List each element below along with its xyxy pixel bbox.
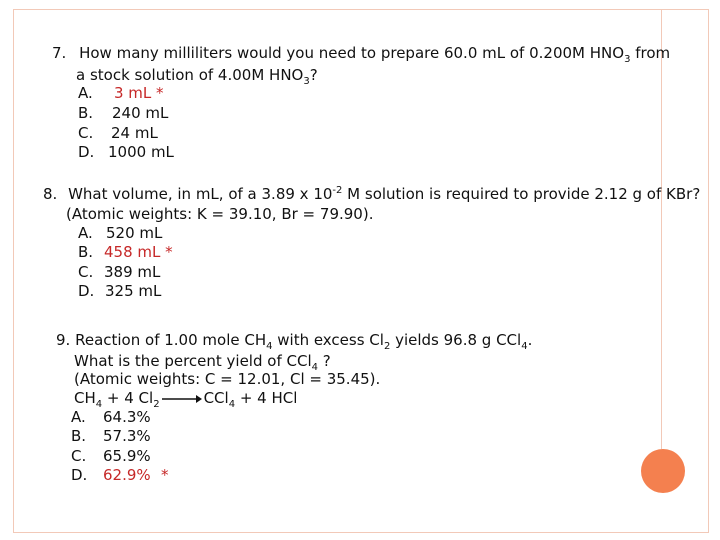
option-text: 57.3% — [103, 427, 151, 445]
question-number: 7. — [52, 44, 67, 62]
subscript: 4 — [228, 399, 236, 410]
question-text: M solution is required to provide 2.12 g of KBr? — [342, 185, 701, 203]
subscript: 3 — [624, 54, 631, 65]
option-8a — [78, 223, 163, 243]
option-8c — [78, 262, 161, 282]
answer-marker: * — [161, 466, 169, 484]
superscript: -2 — [332, 185, 343, 196]
option-text: 520 mL — [106, 224, 163, 242]
question-text: ? — [317, 352, 331, 370]
question-text: Reaction of 1.00 mole CH — [75, 331, 267, 349]
option-text: 389 mL — [104, 263, 161, 281]
option-letter: A. — [78, 84, 93, 102]
option-text: 65.9% — [103, 447, 151, 465]
question-9-line1 — [56, 330, 532, 350]
option-letter: B. — [71, 427, 87, 445]
question-text: . — [527, 331, 533, 349]
question-number: 8. — [43, 185, 58, 203]
subscript: 4 — [311, 362, 318, 373]
option-text: 24 mL — [111, 124, 158, 142]
option-7b — [78, 103, 169, 123]
subscript: 4 — [266, 341, 273, 352]
question-text: ? — [309, 66, 318, 84]
question-8-line1 — [43, 184, 700, 204]
question-text: with excess Cl — [272, 331, 384, 349]
question-text: yields 96.8 g CCl — [390, 331, 522, 349]
option-letter: C. — [78, 124, 94, 142]
option-text: 325 mL — [105, 282, 162, 300]
subscript: 4 — [95, 399, 103, 410]
option-8b — [78, 242, 173, 262]
option-letter: B. — [78, 104, 94, 122]
question-9-line2 — [74, 351, 331, 371]
subscript: 2 — [383, 341, 391, 352]
decorative-circle — [641, 449, 685, 493]
option-letter: B. — [78, 243, 94, 261]
option-9d — [71, 465, 169, 485]
question-9-line3 — [74, 369, 380, 389]
option-letter: A. — [78, 224, 93, 242]
equation-text: + 4 HCl — [235, 389, 298, 407]
question-7-line1 — [52, 43, 670, 63]
question-9-equation — [74, 388, 297, 408]
option-7d — [78, 142, 174, 162]
option-letter: C. — [71, 447, 87, 465]
subscript: 2 — [153, 399, 160, 410]
decorative-vertical-line — [661, 9, 662, 449]
question-text: (Atomic weights: K = 39.10, Br = 79.90). — [66, 205, 374, 223]
option-9a — [71, 407, 151, 427]
option-text: 62.9% — [103, 466, 151, 484]
question-text: (Atomic weights: C = 12.01, Cl = 35.45). — [74, 370, 381, 388]
option-letter: C. — [78, 263, 94, 281]
subscript: 3 — [303, 76, 310, 87]
option-text: 3 mL * — [114, 84, 164, 102]
option-text: 240 mL — [112, 104, 169, 122]
option-9c — [71, 446, 151, 466]
option-letter: D. — [78, 143, 95, 161]
question-8-line2 — [66, 204, 373, 224]
option-letter: D. — [71, 466, 88, 484]
option-9b — [71, 426, 151, 446]
question-text: How many milliliters would you need to prepare 60.0 mL of 0.200M HNO — [79, 44, 625, 62]
question-text: a stock solution of 4.00M HNO — [76, 66, 304, 84]
option-text: 1000 mL — [108, 143, 174, 161]
option-8d — [78, 281, 162, 301]
reaction-arrow-icon — [162, 394, 202, 404]
question-text: What is the percent yield of CCl — [74, 352, 312, 370]
question-text: from — [630, 44, 671, 62]
option-text: 458 mL * — [104, 243, 173, 261]
subscript: 4 — [521, 341, 528, 352]
question-text: What volume, in mL, of a 3.89 x 10 — [68, 185, 333, 203]
option-text: 64.3% — [103, 408, 151, 426]
question-number: 9. — [56, 331, 71, 349]
option-7c — [78, 123, 158, 143]
equation-text: CH — [74, 389, 96, 407]
question-7-line2 — [76, 65, 318, 85]
option-letter: A. — [71, 408, 86, 426]
option-letter: D. — [78, 282, 95, 300]
equation-text: CCl — [203, 389, 229, 407]
option-7a — [78, 83, 164, 103]
equation-text: + 4 Cl — [102, 389, 154, 407]
